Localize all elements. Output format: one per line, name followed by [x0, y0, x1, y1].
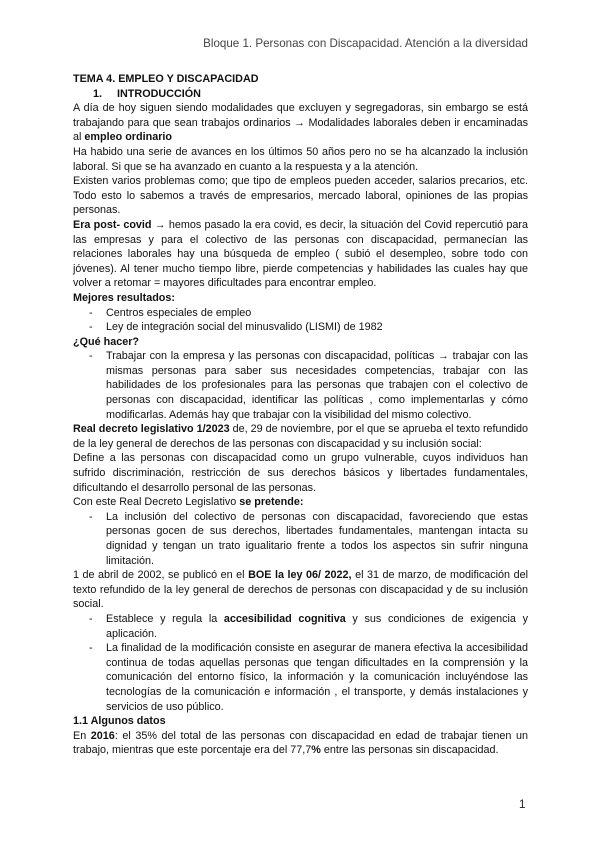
bold-run: se pretende:	[239, 496, 304, 509]
paragraph-problemas: Existen varios problemas como; que tipo de empleos pueden acceder, salarios precarios, etc. Todo esto lo sabemos a través de empresarios, mercado laboral, opiniones de las propias personas.	[73, 175, 528, 217]
text-run: → hemos pasado la era covid, es decir, la situación del Covid repercutió para las empresas y para el colectivo de las personas con discapacidad, permanecían las relaciones laborales hay una búsqueda de empleo ( subió el desempleo, sobre todo con jóvenes). Al tener mucho tiempo libre, pierde competencias y habilidades las cuales hay que volver a retomar = mayores dificultades para encontrar empleo.	[73, 218, 528, 290]
paragraph-datos	[73, 729, 528, 758]
paragraph-boe	[73, 568, 528, 612]
text-run: el 31 de marzo, de modificación del texto refundido de la ley general de derechos de personas con discapacidad y de su inclusión social.	[73, 569, 528, 611]
que-hacer-list	[73, 349, 528, 422]
paragraph-pretende	[73, 495, 528, 510]
list-item: - La finalidad de la modificación consiste en asegurar de manera efectiva la accesibilidad continua de todas aquellas personas que tengan dificultades en la comprensión y la comunicación del entorno físico, la información y la comunicación incluyéndose las tecnologías de la comunicación e información , el transporte, y demás instalaciones y servicios de uso público.	[73, 641, 528, 714]
text-run: Establece y regula la	[106, 612, 224, 625]
bold-run: %	[311, 744, 321, 757]
subsection-heading: 1.1 Algunos datos	[73, 715, 166, 728]
paragraph-define: Define a las personas con discapacidad como un grupo vulnerable, cuyos individuos han sufrido discriminación, restricción de sus derechos básicos y libertades fundamentales, dificultando el desarrollo personal de las personas.	[73, 452, 528, 494]
running-header: Bloque 1. Personas con Discapacidad. Atención a la diversidad	[203, 37, 528, 50]
text-run: de, 29 de noviembre, por el que se aprueba el texto refundido de la ley general de derechos de las personas con discapacidad y su inclusión social:	[73, 423, 528, 450]
list-item	[73, 612, 528, 641]
page-number: 1	[519, 798, 526, 811]
boe-list	[73, 612, 528, 714]
list-item: - Trabajar con la empresa y las personas con discapacidad, políticas → trabajar con las mismas personas para saber sus necesidades competencias, trabajar con las habilidades de los profesionales para las personas que trabajen con el colectivo de personas con discapacidad, identificar las políticas , como implementarlas y cómo modificarlas. Además hay que trabajar con la visibilidad del mismo colectivo.	[73, 349, 528, 422]
text-run: entre las personas sin discapacidad.	[320, 744, 499, 757]
paragraph-intro	[73, 101, 528, 145]
text-run: En	[73, 729, 91, 742]
mejores-heading: Mejores resultados:	[73, 291, 176, 304]
list-item: - Centros especiales de empleo	[73, 306, 528, 321]
mejores-list	[73, 306, 528, 335]
section-number: 1.	[93, 87, 103, 100]
text-run: y sus condiciones de exigencia y aplicación.	[106, 612, 528, 640]
text-run: A día de hoy siguen siendo modalidades que excluyen y segregadoras, sin embargo se está trabajando para que sean trabajos ordinarios → Modalidades laborales deben ir encaminadas al	[73, 102, 528, 144]
chapter-title: TEMA 4. EMPLEO Y DISCAPACIDAD	[73, 73, 259, 85]
paragraph-post-covid	[73, 218, 528, 291]
bold-run: Era post- covid	[73, 218, 152, 231]
text-run: 1 de abril de 2002, se publicó en el	[73, 569, 249, 582]
section-heading	[73, 87, 528, 102]
que-hacer-heading: ¿Qué hacer?	[73, 335, 139, 348]
section-title: INTRODUCCIÓN	[117, 87, 201, 100]
pretende-list	[73, 510, 528, 568]
text-run: : el 35% del total de las personas con discapacidad en edad de trabajar tienen un trabajo, mientras que este porcentaje era del 77,7	[73, 729, 528, 757]
bold-run: BOE la ley 06/ 2022,	[248, 569, 352, 582]
paragraph-real-decreto	[73, 422, 528, 451]
bold-run: Real decreto legislativo 1/2023	[73, 423, 230, 436]
list-item: - La inclusión del colectivo de personas con discapacidad, favoreciendo que estas personas gocen de sus derechos, libertades fundamentales, mantengan intacta su dignidad y tengan un trato igualitario frente a todos los aspectos sin sufrir ninguna limitación.	[73, 510, 528, 568]
list-item: - Ley de integración social del minusvalido (LISMI) de 1982	[73, 320, 528, 335]
bold-run: 2016	[90, 729, 115, 742]
bold-run: accesibilidad cognitiva	[223, 612, 346, 625]
paragraph-avances: Ha habido una serie de avances en los últimos 50 años pero no se ha alcanzado la inclusión laboral. Si que se ha avanzado en cuanto a la respuesta y a la atención.	[73, 145, 528, 173]
bold-run: empleo ordinario	[84, 131, 172, 144]
text-run: Con este Real Decreto Legislativo	[73, 496, 240, 509]
page-body	[73, 72, 528, 758]
